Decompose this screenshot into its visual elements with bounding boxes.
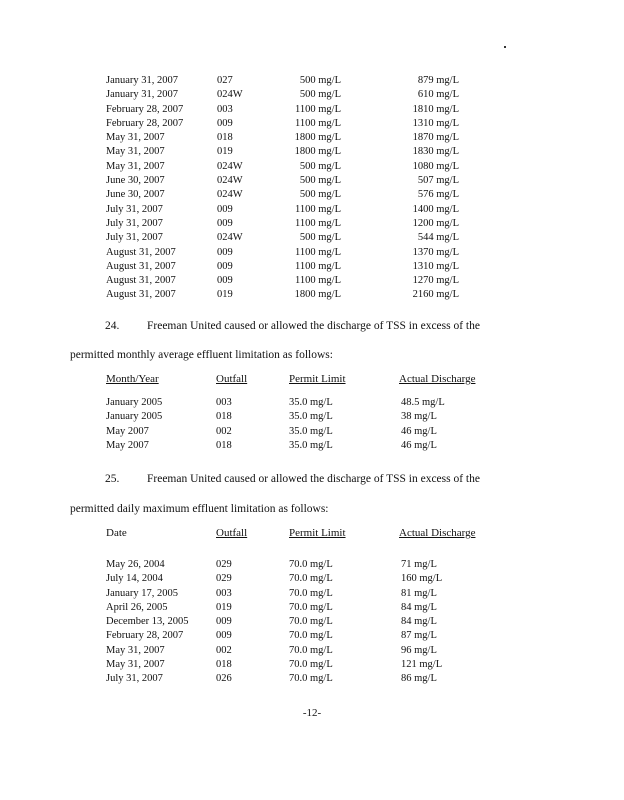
table-row: [106, 572, 501, 586]
date-cell: July 31, 2007: [106, 232, 163, 244]
actual-discharge-cell: 38 mg/L: [401, 411, 437, 423]
outfall-cell: 009: [217, 217, 233, 229]
permit-limit-cell: 70.0 mg/L: [289, 559, 333, 570]
permit-limit-cell: 1800 mg/L: [294, 132, 341, 144]
outfall-cell: 029: [216, 559, 232, 570]
date-cell: May 2007: [106, 439, 149, 451]
permit-limit-cell: 1800 mg/L: [294, 146, 341, 158]
actual-discharge-cell: 84 mg/L: [401, 616, 437, 628]
actual-discharge-cell: 96 mg/L: [401, 644, 437, 656]
header-permit-limit: Permit Limit: [289, 527, 346, 539]
date-cell: July 31, 2007: [106, 673, 163, 685]
actual-discharge-cell: 610 mg/L: [417, 89, 459, 101]
table-row: [106, 260, 459, 274]
table-row: [106, 203, 459, 217]
table-row: [106, 188, 459, 202]
outfall-cell: 026: [216, 673, 232, 685]
outfall-cell: 002: [216, 644, 232, 656]
table-row: [106, 615, 501, 629]
date-cell: December 13, 2005: [106, 616, 189, 628]
actual-discharge-cell: 1830 mg/L: [412, 146, 459, 158]
outfall-cell: 024W: [217, 189, 243, 201]
table-header-row: [106, 526, 501, 558]
actual-discharge-cell: 507 mg/L: [417, 175, 459, 187]
permit-limit-cell: 1100 mg/L: [295, 260, 341, 272]
date-cell: May 31, 2007: [106, 644, 165, 656]
monthly-average-table: [106, 372, 501, 453]
permit-limit-cell: 70.0 mg/L: [289, 616, 333, 628]
table-row: [106, 88, 459, 102]
header-actual-discharge: Actual Discharge: [399, 527, 476, 539]
date-cell: May 2007: [106, 425, 149, 437]
date-cell: January 31, 2007: [106, 75, 179, 86]
permit-limit-cell: 1100 mg/L: [295, 275, 341, 287]
date-cell: August 31, 2007: [106, 289, 176, 301]
date-cell: February 28, 2007: [106, 103, 184, 115]
permit-limit-cell: 35.0 mg/L: [289, 425, 333, 437]
permit-limit-cell: 500 mg/L: [299, 160, 341, 172]
actual-discharge-cell: 87 mg/L: [401, 630, 437, 642]
outfall-cell: 003: [217, 103, 233, 115]
table-row: [106, 672, 501, 686]
outfall-cell: 009: [216, 616, 232, 628]
table-row: [106, 103, 459, 117]
outfall-cell: 027: [217, 75, 233, 86]
daily-maximum-table-body: [106, 558, 501, 687]
actual-discharge-cell: 1080 mg/L: [412, 160, 459, 172]
scan-speck: [504, 46, 506, 48]
header-outfall: Outfall: [216, 527, 248, 539]
actual-discharge-cell: 48.5 mg/L: [401, 397, 445, 408]
table-row: [106, 439, 501, 453]
table-row: [106, 145, 459, 159]
actual-discharge-cell: 71 mg/L: [401, 559, 437, 570]
page-number: -12-: [302, 707, 322, 719]
table-row: [106, 425, 501, 439]
header-month-year: Month/Year: [106, 373, 159, 385]
paragraph-text: Freeman United caused or allowed the discharge of TSS in excess of the: [147, 473, 480, 485]
actual-discharge-cell: 1310 mg/L: [412, 117, 459, 129]
paragraph-number: 24.: [105, 320, 120, 332]
table-row: [106, 174, 459, 188]
header-date: Date: [106, 527, 127, 539]
paragraph-25-second-line: [70, 502, 500, 516]
outfall-cell: 003: [216, 397, 232, 408]
paragraph-25-first-line: [70, 472, 500, 486]
violations-table-body: [106, 74, 459, 303]
paragraph-text: permitted monthly average effluent limitation as follows:: [70, 349, 333, 361]
table-row: [106, 410, 501, 424]
violations-table-continued: [106, 74, 459, 303]
actual-discharge-cell: 1400 mg/L: [412, 203, 459, 215]
permit-limit-cell: 500 mg/L: [299, 89, 341, 101]
permit-limit-cell: 1100 mg/L: [295, 203, 341, 215]
actual-discharge-cell: 1270 mg/L: [412, 275, 459, 287]
table-row: [106, 74, 459, 88]
outfall-cell: 018: [216, 659, 232, 671]
date-cell: July 14, 2004: [106, 573, 163, 585]
permit-limit-cell: 1100 mg/L: [295, 246, 341, 258]
outfall-cell: 024W: [217, 160, 243, 172]
outfall-cell: 009: [217, 260, 233, 272]
date-cell: August 31, 2007: [106, 275, 176, 287]
outfall-cell: 009: [217, 275, 233, 287]
date-cell: January 31, 2007: [106, 89, 179, 101]
actual-discharge-cell: 46 mg/L: [401, 439, 437, 451]
outfall-cell: 024W: [217, 232, 243, 244]
paragraph-24-first-line: [70, 319, 500, 333]
table-row: [106, 217, 459, 231]
permit-limit-cell: 70.0 mg/L: [289, 601, 333, 613]
table-row: [106, 644, 501, 658]
date-cell: August 31, 2007: [106, 260, 176, 272]
outfall-cell: 029: [216, 573, 232, 585]
permit-limit-cell: 1100 mg/L: [295, 217, 341, 229]
date-cell: June 30, 2007: [106, 175, 165, 187]
header-permit-limit: Permit Limit: [289, 373, 346, 385]
actual-discharge-cell: 2160 mg/L: [412, 289, 459, 301]
table-row: [106, 160, 459, 174]
actual-discharge-cell: 86 mg/L: [401, 673, 437, 685]
outfall-cell: 003: [216, 587, 232, 599]
outfall-cell: 009: [217, 203, 233, 215]
paragraph-text: permitted daily maximum effluent limitation as follows:: [70, 503, 329, 515]
paragraph-number: 25.: [105, 473, 120, 485]
monthly-average-table-body: [106, 396, 501, 453]
outfall-cell: 019: [217, 289, 233, 301]
outfall-cell: 018: [216, 411, 232, 423]
outfall-cell: 009: [217, 246, 233, 258]
outfall-cell: 009: [216, 630, 232, 642]
actual-discharge-cell: 121 mg/L: [401, 659, 443, 671]
actual-discharge-cell: 1310 mg/L: [412, 260, 459, 272]
permit-limit-cell: 70.0 mg/L: [289, 630, 333, 642]
date-cell: May 31, 2007: [106, 146, 165, 158]
actual-discharge-cell: 1200 mg/L: [412, 217, 459, 229]
table-header-row: [106, 372, 501, 396]
permit-limit-cell: 70.0 mg/L: [289, 659, 333, 671]
date-cell: April 26, 2005: [106, 601, 168, 613]
date-cell: January 2005: [106, 397, 163, 408]
header-outfall: Outfall: [216, 373, 248, 385]
paragraph-24-second-line: [70, 348, 500, 362]
table-row: [106, 246, 459, 260]
table-row: [106, 274, 459, 288]
actual-discharge-cell: 576 mg/L: [417, 189, 459, 201]
table-row: [106, 601, 501, 615]
permit-limit-cell: 70.0 mg/L: [289, 673, 333, 685]
actual-discharge-cell: 1370 mg/L: [412, 246, 459, 258]
date-cell: May 26, 2004: [106, 559, 165, 570]
date-cell: July 31, 2007: [106, 217, 163, 229]
permit-limit-cell: 35.0 mg/L: [289, 397, 333, 408]
header-actual-discharge: Actual Discharge: [399, 373, 476, 385]
permit-limit-cell: 70.0 mg/L: [289, 587, 333, 599]
outfall-cell: 002: [216, 425, 232, 437]
table-row: [106, 117, 459, 131]
permit-limit-cell: 70.0 mg/L: [289, 573, 333, 585]
outfall-cell: 024W: [217, 89, 243, 101]
permit-limit-cell: 500 mg/L: [299, 75, 341, 86]
permit-limit-cell: 70.0 mg/L: [289, 644, 333, 656]
date-cell: January 17, 2005: [106, 587, 179, 599]
table-row: [106, 658, 501, 672]
table-row: [106, 558, 501, 572]
permit-limit-cell: 35.0 mg/L: [289, 439, 333, 451]
permit-limit-cell: 1100 mg/L: [295, 103, 341, 115]
date-cell: August 31, 2007: [106, 246, 176, 258]
permit-limit-cell: 500 mg/L: [299, 232, 341, 244]
outfall-cell: 024W: [217, 175, 243, 187]
table-row: [106, 131, 459, 145]
outfall-cell: 018: [217, 132, 233, 144]
table-row: [106, 396, 501, 410]
date-cell: February 28, 2007: [106, 117, 184, 129]
permit-limit-cell: 500 mg/L: [299, 189, 341, 201]
actual-discharge-cell: 84 mg/L: [401, 601, 437, 613]
date-cell: May 31, 2007: [106, 160, 165, 172]
outfall-cell: 019: [216, 601, 232, 613]
date-cell: May 31, 2007: [106, 659, 165, 671]
permit-limit-cell: 500 mg/L: [299, 175, 341, 187]
actual-discharge-cell: 544 mg/L: [417, 232, 459, 244]
actual-discharge-cell: 81 mg/L: [401, 587, 437, 599]
date-cell: May 31, 2007: [106, 132, 165, 144]
date-cell: June 30, 2007: [106, 189, 165, 201]
actual-discharge-cell: 46 mg/L: [401, 425, 437, 437]
date-cell: February 28, 2007: [106, 630, 184, 642]
paragraph-text: Freeman United caused or allowed the discharge of TSS in excess of the: [147, 320, 480, 332]
actual-discharge-cell: 160 mg/L: [401, 573, 443, 585]
outfall-cell: 009: [217, 117, 233, 129]
outfall-cell: 019: [217, 146, 233, 158]
date-cell: January 2005: [106, 411, 163, 423]
table-row: [106, 231, 459, 245]
actual-discharge-cell: 879 mg/L: [417, 75, 459, 86]
permit-limit-cell: 1100 mg/L: [295, 117, 341, 129]
table-row: [106, 288, 459, 302]
daily-maximum-table: [106, 526, 501, 687]
actual-discharge-cell: 1810 mg/L: [412, 103, 459, 115]
date-cell: July 31, 2007: [106, 203, 163, 215]
table-row: [106, 629, 501, 643]
actual-discharge-cell: 1870 mg/L: [412, 132, 459, 144]
permit-limit-cell: 35.0 mg/L: [289, 411, 333, 423]
permit-limit-cell: 1800 mg/L: [294, 289, 341, 301]
table-row: [106, 587, 501, 601]
outfall-cell: 018: [216, 439, 232, 451]
